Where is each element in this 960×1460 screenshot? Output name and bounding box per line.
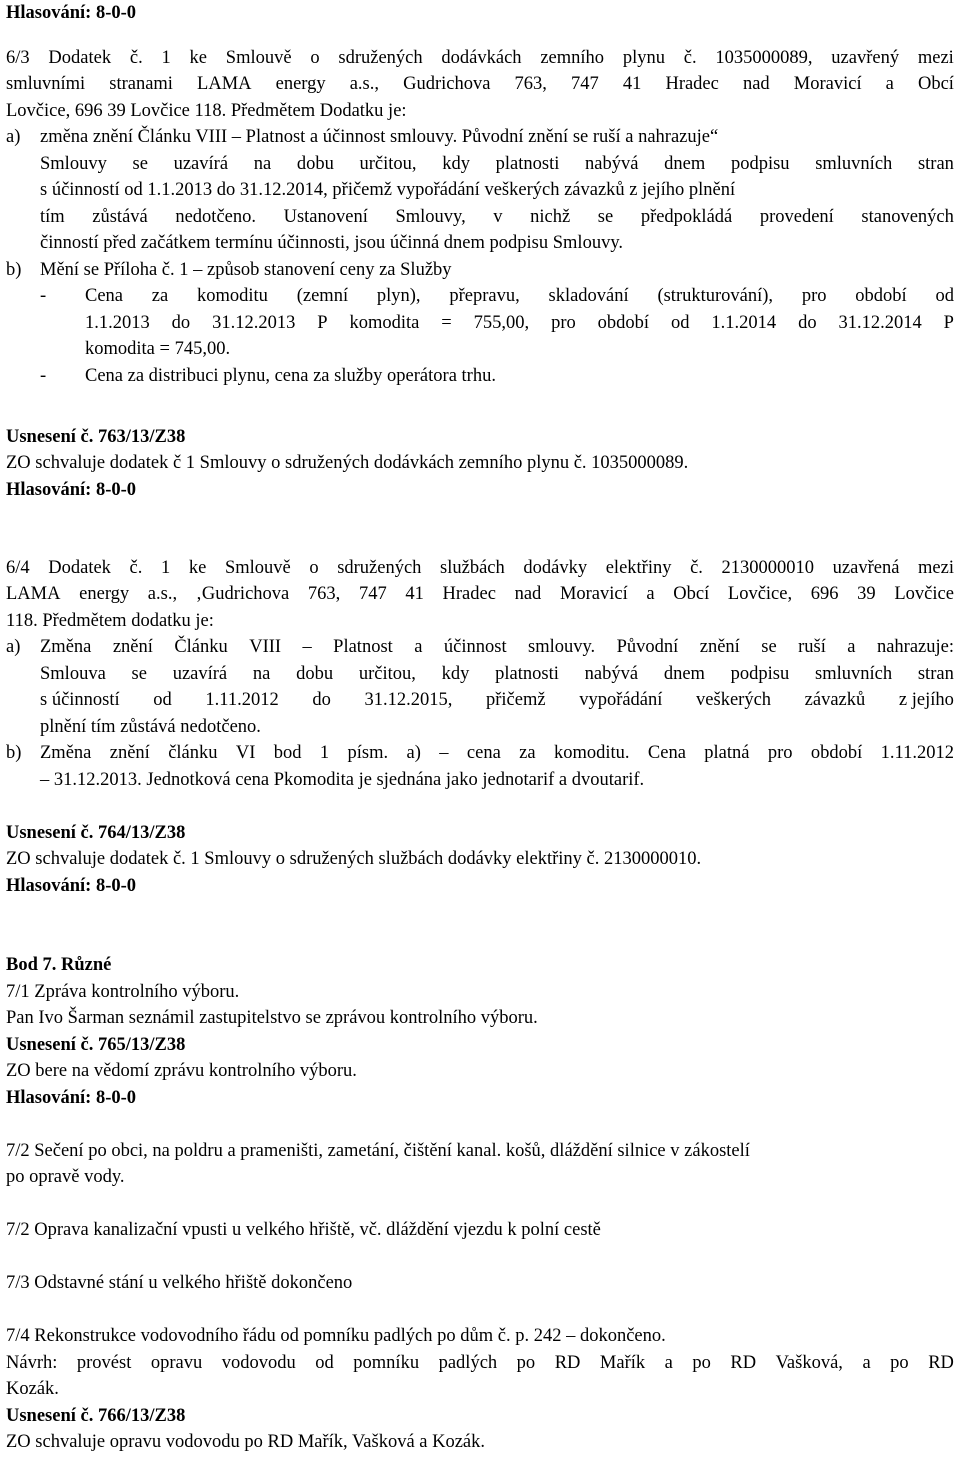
word: 747	[358, 584, 387, 604]
item-72a-line-2: po opravě vody.	[6, 1167, 125, 1187]
item-63-a-line-5: činností před začátkem termínu účinnosti, jsou účinná dnem podpisu Smlouvy.	[40, 233, 623, 253]
word: 696	[810, 584, 839, 604]
word: P	[943, 313, 954, 333]
word: a.s.,	[349, 74, 380, 94]
word: nahrazuje:	[876, 637, 954, 657]
word: nichž	[530, 207, 571, 227]
word: veškerých	[696, 690, 772, 710]
word: skladování	[548, 286, 629, 306]
item-63-a-line-2	[40, 151, 954, 178]
word: tím	[40, 207, 65, 227]
word: platnosti	[495, 664, 559, 684]
word: od	[153, 690, 172, 710]
word: 1035000089,	[715, 48, 813, 68]
word: 1	[319, 743, 330, 763]
word: dobu	[296, 664, 334, 684]
word: od	[935, 286, 954, 306]
item-64-a-line-3	[40, 687, 954, 714]
word: Mařík	[599, 1353, 646, 1373]
word: dodávkách	[441, 48, 522, 68]
word: Moravicí	[559, 584, 628, 604]
word: RD	[730, 1353, 757, 1373]
word: (zemní	[296, 286, 349, 306]
word: písm.	[347, 743, 389, 763]
word: službách	[440, 558, 505, 578]
word: se	[761, 637, 777, 657]
word: Platnost	[333, 637, 393, 657]
word: období	[855, 286, 907, 306]
item-63-b-line-1: Mění se Příloha č. 1 – způsob stanovení ceny za Služby	[40, 260, 452, 280]
resolution-number: Usnesení č. 765/13/Z38	[6, 1035, 186, 1055]
word: č.	[683, 48, 697, 68]
word: smluvních	[815, 154, 893, 174]
word: přičemž	[485, 690, 546, 710]
word: Návrh:	[6, 1353, 58, 1373]
word: 763,	[514, 74, 547, 94]
word: 1.1.2014	[711, 313, 777, 333]
word: dnem	[663, 664, 705, 684]
item-64-b-line-2: – 31.12.2013. Jednotková cena Pkomodita je sjednána jako jednotarif a dvoutarif.	[40, 770, 645, 790]
vote-result: Hlasování: 8-0-0	[6, 876, 137, 896]
word: Hradec	[665, 74, 719, 94]
list-marker-b: b)	[6, 743, 22, 763]
word: bod	[273, 743, 302, 763]
word: 747	[571, 74, 599, 94]
word: nad	[742, 74, 770, 94]
word: Původní	[616, 637, 679, 657]
word: 1	[161, 48, 171, 68]
word: znění	[109, 743, 150, 763]
item-64-line-2	[6, 581, 954, 608]
word: 1	[161, 558, 171, 578]
item-74: 7/4 Rekonstrukce vodovodního řádu od pomníku padlých po dům č. p. 242 – dokončeno.	[6, 1326, 666, 1346]
section-heading: Bod 7. Různé	[6, 955, 112, 975]
word: č.	[129, 558, 143, 578]
word: dobu	[296, 154, 334, 174]
word: přepravu,	[449, 286, 520, 306]
proposal-line-1	[6, 1350, 954, 1377]
item-63-dash-2-line-1: Cena za distribuci plynu, cena za služby operátora trhu.	[85, 366, 496, 386]
word: 31.12.2015,	[364, 690, 453, 710]
item-63-a-line-4	[40, 204, 954, 231]
word: pomníku	[353, 1353, 420, 1373]
word: platnosti	[495, 154, 560, 174]
word: po	[692, 1353, 711, 1373]
word: vodovodu	[221, 1353, 296, 1373]
word: VI	[235, 743, 256, 763]
word: od	[315, 1353, 334, 1373]
word: uzavřená	[832, 558, 900, 578]
word: se	[132, 154, 148, 174]
word: o	[309, 558, 319, 578]
word: VIII	[249, 637, 282, 657]
word: stranami	[109, 74, 173, 94]
resolution-number: Usnesení č. 766/13/Z38	[6, 1406, 186, 1426]
item-63-line-1	[6, 45, 954, 72]
word: do	[171, 313, 191, 333]
word: komoditu	[197, 286, 268, 306]
word: –	[439, 743, 449, 763]
word: pro	[767, 743, 793, 763]
word: v	[493, 207, 503, 227]
word: elektřiny	[605, 558, 672, 578]
word: stran	[917, 664, 954, 684]
word: na	[253, 154, 272, 174]
word: a)	[406, 743, 421, 763]
proposal-line-2: Kozák.	[6, 1379, 59, 1399]
item-63-dash-1-line-2	[85, 310, 954, 337]
word: po	[890, 1353, 909, 1373]
word: období	[810, 743, 863, 763]
word: Smlouva	[40, 664, 106, 684]
word: a	[847, 637, 856, 657]
word: (strukturování),	[657, 286, 774, 306]
word: Změna	[40, 743, 92, 763]
resolution-text: ZO schvaluje opravu vodovodu po RD Mařík, Vašková a Kozák.	[6, 1432, 486, 1452]
word: Změna	[40, 637, 92, 657]
word: plynu	[622, 48, 665, 68]
word: smlouvy.	[528, 637, 596, 657]
word: Smlouvě	[225, 48, 292, 68]
word: určitou,	[358, 664, 416, 684]
word: určitou,	[359, 154, 417, 174]
word: se	[131, 664, 147, 684]
word: a	[862, 1353, 871, 1373]
item-73: 7/3 Odstavné stání u velkého hřiště dokončeno	[6, 1273, 353, 1293]
vote-result: Hlasování: 8-0-0	[6, 3, 137, 23]
word: 755,00,	[473, 313, 530, 333]
word: závazků	[804, 690, 866, 710]
word: energy	[79, 584, 130, 604]
word: smluvními	[6, 74, 86, 94]
word: energy	[275, 74, 326, 94]
word: nedotčeno.	[175, 207, 256, 227]
word: ruší	[798, 637, 826, 657]
word: Moravicí	[793, 74, 862, 94]
word: od	[670, 313, 690, 333]
word: kdy	[441, 664, 470, 684]
word: mezi	[918, 558, 954, 578]
word: znění	[699, 637, 740, 657]
word: Obcí	[673, 584, 710, 604]
word: stanovených	[861, 207, 954, 227]
item-64-a-line-2	[40, 661, 954, 688]
word: ke	[189, 48, 208, 68]
word: a	[664, 1353, 673, 1373]
word: Cena	[85, 286, 124, 306]
word: Dodatek	[48, 558, 111, 578]
word: z jejího	[898, 690, 954, 710]
word: účinnost	[443, 637, 507, 657]
word: do	[312, 690, 331, 710]
word: za	[151, 286, 169, 306]
word: zemního	[540, 48, 605, 68]
word: 1.11.2012	[880, 743, 954, 763]
word: Smlouvě	[224, 558, 291, 578]
item-71-text: Pan Ivo Šarman seznámil zastupitelstvo se zprávou kontrolního výboru.	[6, 1008, 538, 1028]
word: 31.12.2014	[838, 313, 922, 333]
word: a	[885, 74, 894, 94]
vote-result: Hlasování: 8-0-0	[6, 1088, 137, 1108]
word: cena	[466, 743, 501, 763]
item-64-b-line-1	[40, 740, 954, 767]
word: uzavřený	[831, 48, 900, 68]
word: 31.12.2013	[212, 313, 296, 333]
word: ke	[188, 558, 207, 578]
word: opravu	[150, 1353, 203, 1373]
word: č.	[129, 48, 143, 68]
word: ‚Gudrichova	[195, 584, 290, 604]
word: sdružených	[337, 558, 422, 578]
word: zůstává	[92, 207, 148, 227]
word: 763,	[307, 584, 341, 604]
word: Gudrichova	[403, 74, 491, 94]
list-marker-b: b)	[6, 260, 22, 280]
word: o	[310, 48, 320, 68]
word: a.s.,	[147, 584, 178, 604]
vote-result: Hlasování: 8-0-0	[6, 480, 137, 500]
word: po	[516, 1353, 536, 1373]
item-63-a-line-3: s účinností od 1.1.2013 do 31.12.2014, přičemž vypořádání veškerých závazků z jejího plnění	[40, 180, 736, 200]
word: provedení	[759, 207, 834, 227]
word: do	[798, 313, 817, 333]
word: se	[597, 207, 614, 227]
item-72a-line-1: 7/2 Sečení po obci, na poldru a prameništi, zametání, čištění kanal. košů, dláždění silnice v zákostelí	[6, 1141, 750, 1161]
word: padlých	[438, 1353, 498, 1373]
resolution-text: ZO schvaluje dodatek č. 1 Smlouvy o sdružených službách dodávky elektřiny č. 2130000010.	[6, 849, 702, 869]
word: provést	[76, 1353, 132, 1373]
word: s účinností	[40, 690, 120, 710]
word: uzavírá	[172, 664, 228, 684]
word: Lovčice,	[727, 584, 793, 604]
word: nad	[514, 584, 542, 604]
resolution-number: Usnesení č. 764/13/Z38	[6, 823, 186, 843]
word: za	[519, 743, 536, 763]
resolution-number: Usnesení č. 763/13/Z38	[6, 427, 186, 447]
word: 39	[857, 584, 876, 604]
word: znění	[112, 637, 153, 657]
word: vypořádání	[579, 690, 663, 710]
item-64-a-line-1	[40, 634, 954, 661]
word: 2130000010	[721, 558, 815, 578]
word: a	[646, 584, 655, 604]
word: podpisu	[730, 664, 790, 684]
word: období	[597, 313, 650, 333]
word: platná	[704, 743, 750, 763]
item-63-dash-1-line-3: komodita = 745,00.	[85, 339, 231, 359]
list-dash: -	[40, 286, 47, 306]
word: LAMA	[197, 74, 252, 94]
item-71-title: 7/1 Zpráva kontrolního výboru.	[6, 982, 240, 1002]
word: kdy	[442, 154, 470, 174]
item-63-a-line-1: změna znění Článku VIII – Platnost a účinnost smlouvy. Původní znění se ruší a nahrazuje“	[40, 127, 719, 147]
word: pro	[801, 286, 827, 306]
word: plyn),	[376, 286, 421, 306]
item-64-line-3: 118. Předmětem dodatku je:	[6, 611, 214, 631]
word: smluvních	[815, 664, 893, 684]
word: Lovčice	[894, 584, 954, 604]
item-64-line-1	[6, 555, 954, 582]
word: Článku	[174, 637, 228, 657]
word: předpokládá	[640, 207, 733, 227]
item-63-dash-1-line-1	[85, 283, 954, 310]
word: mezi	[917, 48, 954, 68]
list-marker-a: a)	[6, 127, 21, 147]
word: Obcí	[917, 74, 954, 94]
word: uzavírá	[173, 154, 229, 174]
word: Dodatek	[48, 48, 112, 68]
word: pro	[551, 313, 576, 333]
word: dnem	[664, 154, 706, 174]
word: na	[252, 664, 271, 684]
item-64-a-line-4: plnění tím zůstává nedotčeno.	[40, 717, 261, 737]
item-63-line-3: Lovčice, 696 39 Lovčice 118. Předmětem Dodatku je:	[6, 101, 407, 121]
word: Smlouvy	[40, 154, 107, 174]
word: Smlouvy,	[395, 207, 466, 227]
word: 1.1.2013	[85, 313, 150, 333]
list-dash: -	[40, 366, 47, 386]
word: 1.11.2012	[205, 690, 279, 710]
word: P	[317, 313, 328, 333]
word: článku	[168, 743, 218, 763]
word: č.	[690, 558, 703, 578]
word: sdružených	[338, 48, 423, 68]
word: 41	[622, 74, 642, 94]
word: nabývá	[585, 154, 639, 174]
word: LAMA	[6, 584, 61, 604]
word: Cena	[647, 743, 686, 763]
word: 6/3	[6, 48, 30, 68]
item-63-line-2	[6, 71, 954, 98]
word: Hradec	[442, 584, 496, 604]
word: 6/4	[6, 558, 30, 578]
word: a	[414, 637, 423, 657]
word: dodávky	[523, 558, 588, 578]
word: nabývá	[584, 664, 639, 684]
word: –	[302, 637, 312, 657]
word: =	[441, 313, 452, 333]
word: Vašková,	[775, 1353, 843, 1373]
word: 41	[405, 584, 424, 604]
list-marker-a: a)	[6, 637, 21, 657]
word: Ustanovení	[283, 207, 368, 227]
word: RD	[554, 1353, 581, 1373]
word: stran	[917, 154, 954, 174]
resolution-text: ZO bere na vědomí zprávu kontrolního výboru.	[6, 1061, 357, 1081]
word: komoditu.	[553, 743, 630, 763]
word: podpisu	[730, 154, 790, 174]
word: komodita	[349, 313, 420, 333]
item-72b: 7/2 Oprava kanalizační vpusti u velkého hřiště, vč. dláždění vjezdu k polní cestě	[6, 1220, 601, 1240]
resolution-text: ZO schvaluje dodatek č 1 Smlouvy o sdružených dodávkách zemního plynu č. 1035000089.	[6, 453, 689, 473]
word: RD	[928, 1353, 954, 1373]
